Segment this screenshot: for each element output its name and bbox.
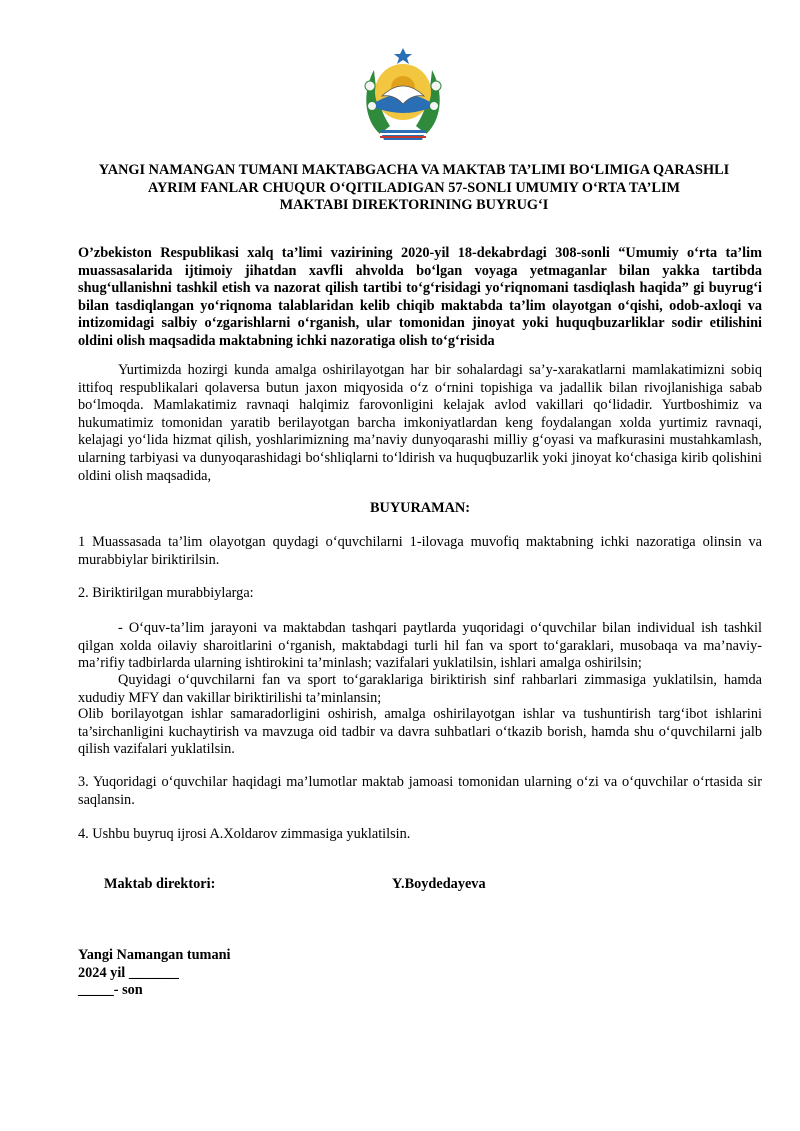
title-line: MAKTABI DIREKTORINING BUYRUG‘I [279,197,549,214]
title-line: AYRIM FANLAR CHUQUR O‘QITILADIGAN 57-SONLI UMUMIY O‘RTA TA’LIM [147,179,681,196]
order-item-2a: - O‘quv-ta’lim jarayoni va maktabdan tashqari paytlarda yuqoridagi o‘quvchilar bilan individual ish tashkil qilgan xolda oilaviy sharoitlarini o‘rganish, maktabdagi turli hil fan va sport to‘garaklari, musobaqa va ma’naviy-ma’rifiy tadbirlarda ularning ishtirokini ta’minlash; vazifalari yuklatilsin, ishlari amalga oshirilsin; [78,620,762,672]
footer-number: _____- son [78,982,143,999]
order-item-3: 3. Yuqoridagi o‘quvchilar haqidagi ma’lumotlar maktab jamoasi tomonidan ularning o‘zi va o‘quvchilar o‘rtasida sir saqlansin. [78,774,762,808]
footer-place: Yangi Namangan tumani [78,947,231,963]
footer-year: 2024 yil _______ [78,964,179,981]
order-item-2c: Olib borilayotgan ishlar samaradorligini oshirish, amalga oshirilayotgan ishlar va tushuntirish targ‘ibot ishlarini ta’sirchanligini kuchaytirish va mavzuga oid tadbir va davra suhbatlari o‘tkazib borish, hamda shu o‘quvchilarni jalb qilish vazifalari yuklatilsin. [78,706,762,758]
order-item-2: 2. Biriktirilgan murabbiylarga: [78,585,254,601]
order-heading: BUYURAMAN: [369,500,471,516]
order-item-4: 4. Ushbu buyruq ijrosi A.Xoldarov zimmasiga yuklatilsin. [78,826,411,842]
signature-role: Maktab direktori: [104,876,216,892]
signature-name: Y.Boydedayeva [392,876,486,892]
state-emblem-icon [360,46,446,144]
order-item-2b: Quyidagi o‘quvchilarni fan va sport to‘garaklariga biriktirish sinf rahbarlari zimmasiga yuklatilsin, hamda xududiy MFY dan vakillar biriktirilishi ta’minlansin; [78,672,762,706]
order-subject: O’zbekiston Respublikasi xalq ta’limi vazirining 2020-yil 18-dekabrdagi 308-sonli “Umumiy o‘rta ta’lim muassasalarida ijtimoiy jihatdan xavfli ahvolda bo‘lgan voyaga yetmaganlar bilan yakka tartibda shug‘ullanishni tashkil etish va nazorat qilish tartibi to‘g‘risidagi yo‘riqnomani tasdiqlash haqida” gi buyrug‘i bilan tasdiqlangan yo‘riqnoma talablaridan kelib chiqib maktabda ta’lim olayotgan o‘qishi, odob-axloqi va intizomidagi salbiy o‘zgarishlarni o‘rganish, ular tomonidan jinoyat yoki huquqbuzarliklar sodir etilishini oldini olish maqsadida maktabning ichki nazoratiga olish to‘g‘risida [78,245,762,349]
title-line: YANGI NAMANGAN TUMANI MAKTABGACHA VA MAKTAB TA’LIMI BO‘LIMIGA QARASHLI [98,162,730,178]
preamble-paragraph: Yurtimizda hozirgi kunda amalga oshirilayotgan har bir sohalardagi sa’y-xarakatlarni mamlakatimizni sobiq ittifoq respublikalari qolaversa butun jaxon miqyosida o‘z o‘rnini topishiga va jadallik bilan rivojlanishiga sabab bo‘lmoqda. Mamlakatimiz ravnaqi halqimiz farovonligini kelajak avlod vakillari qo‘lidadir. Yurtboshimiz va hukumatimiz tomonidan yaratib berilayotgan barcha imkoniyatlardan keng foydalangan xolda yurtimiz ravnaqi, kelajagi yo‘lida hizmat qilish, yoshlarimizning ma’naviy dunyoqarashi milliy g‘oyasi va mafkurasini mustahkamlash, ularning tarbiyasi va dunyoqarashidagi bo‘shliqlarni to‘ldirish va huquqbuzarlik yoki jinoyat ko‘chasiga kirib qolishini oldini olish maqsadida, [78,362,762,484]
document-footer [78,947,231,1000]
document-title [78,162,750,215]
order-item-1: 1 Muassasada ta’lim olayotgan quydagi o‘quvchilarni 1-ilovaga muvofiq maktabning ichki nazoratiga olinsin va murabbiylar biriktirilsin. [78,534,762,568]
